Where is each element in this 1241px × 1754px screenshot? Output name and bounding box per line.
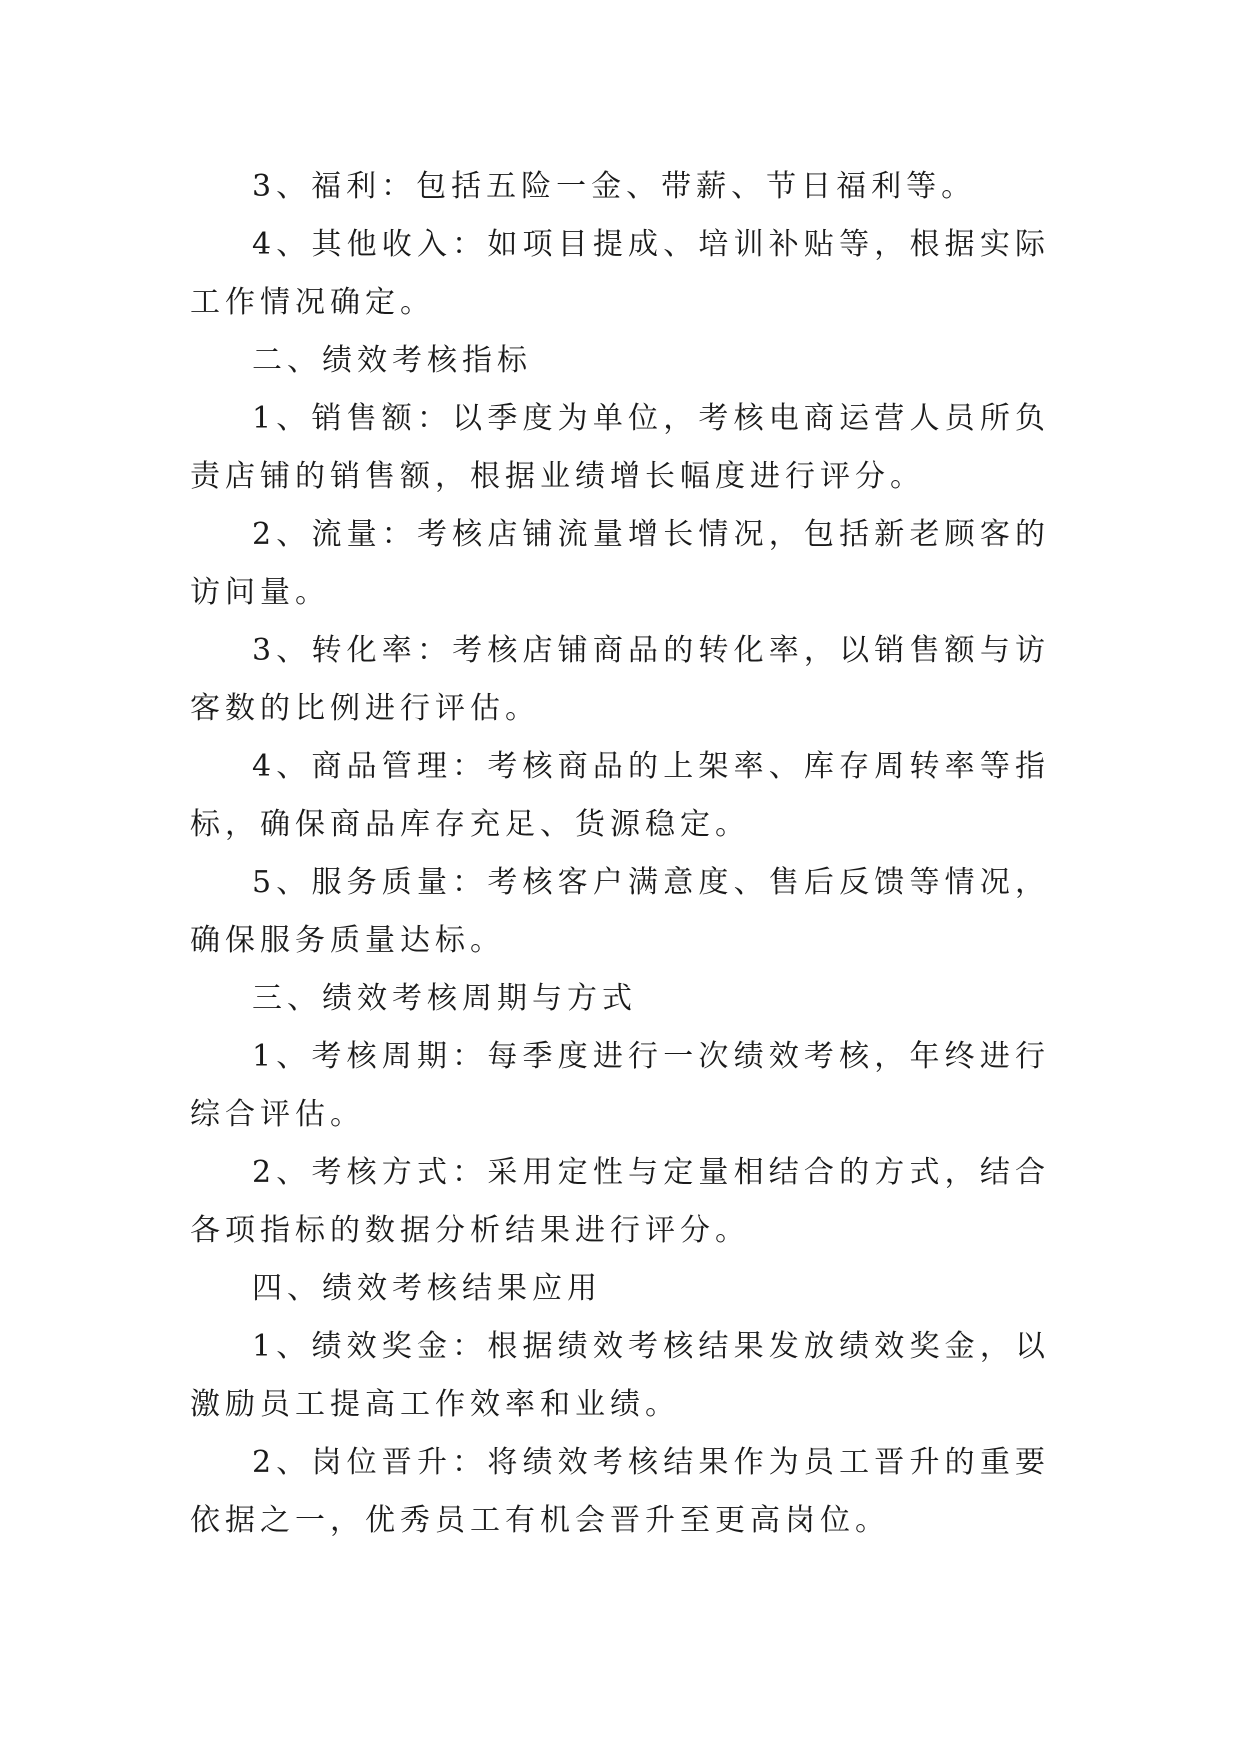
paragraph-sales: 1、销售额：以季度为单位，考核电商运营人员所负责店铺的销售额，根据业绩增长幅度进行评分。 xyxy=(190,401,1050,494)
paragraph-other-income: 4、其他收入：如项目提成、培训补贴等，根据实际工作情况确定。 xyxy=(190,227,1050,320)
paragraph-promotion: 2、岗位晋升：将绩效考核结果作为员工晋升的重要依据之一，优秀员工有机会晋升至更高岗位。 xyxy=(190,1445,1050,1538)
section-heading-kpi: 二、绩效考核指标 xyxy=(252,343,532,378)
paragraph-method: 2、考核方式：采用定性与定量相结合的方式，结合各项指标的数据分析结果进行评分。 xyxy=(190,1155,1050,1248)
document-body xyxy=(190,158,1050,1550)
paragraph-conversion: 3、转化率：考核店铺商品的转化率，以销售额与访客数的比例进行评估。 xyxy=(190,633,1050,726)
section-heading-application: 四、绩效考核结果应用 xyxy=(252,1271,602,1306)
paragraph-cycle: 1、考核周期：每季度进行一次绩效考核，年终进行综合评估。 xyxy=(190,1039,1050,1132)
section-heading-cycle: 三、绩效考核周期与方式 xyxy=(252,981,637,1016)
paragraph-traffic: 2、流量：考核店铺流量增长情况，包括新老顾客的访问量。 xyxy=(190,517,1050,610)
paragraph-service-quality: 5、服务质量：考核客户满意度、售后反馈等情况，确保服务质量达标。 xyxy=(190,865,1050,958)
paragraph-product-management: 4、商品管理：考核商品的上架率、库存周转率等指标，确保商品库存充足、货源稳定。 xyxy=(190,749,1050,842)
paragraph-bonus: 1、绩效奖金：根据绩效考核结果发放绩效奖金，以激励员工提高工作效率和业绩。 xyxy=(190,1329,1050,1422)
paragraph-benefits: 3、福利：包括五险一金、带薪、节日福利等。 xyxy=(252,169,977,204)
